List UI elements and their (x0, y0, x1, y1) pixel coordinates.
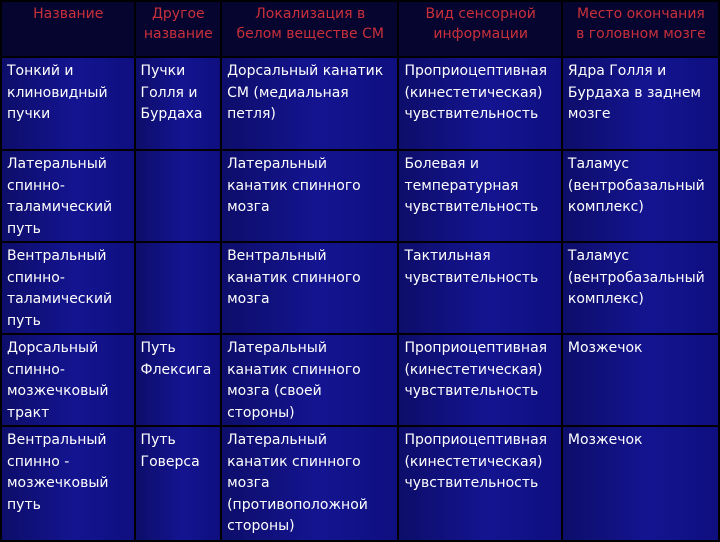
table-cell: Латеральный канатик спинного мозга (221, 150, 398, 242)
header-alt-name: Другое название (135, 1, 222, 57)
header-termination: Место окончания в головном мозге (562, 1, 719, 57)
table-row (1, 57, 719, 150)
table-cell: Таламус (вентробазальный комплекс) (562, 242, 719, 334)
table-cell: Таламус (вентробазальный комплекс) (562, 150, 719, 242)
table-cell: Путь Говерса (135, 426, 222, 541)
table-cell: Проприоцептивная (кинестетическая) чувствительность (398, 334, 561, 426)
table-cell: Вентральный спинно - мозжечковый путь (1, 426, 135, 541)
table-cell (135, 150, 222, 242)
table-cell: Вентральный канатик спинного мозга (221, 242, 398, 334)
table-cell: Путь Флексига (135, 334, 222, 426)
table-cell (135, 242, 222, 334)
table-cell: Болевая и температурная чувствительность (398, 150, 561, 242)
table-row (1, 150, 719, 242)
table-cell: Проприоцептивная (кинестетическая) чувствительность (398, 426, 561, 541)
table-cell: Дорсальный канатик СМ (медиальная петля) (221, 57, 398, 150)
table-cell: Ядра Голля и Бурдаха в заднем мозге (562, 57, 719, 150)
table-row (1, 426, 719, 541)
table-cell: Мозжечок (562, 334, 719, 426)
table-cell: Тактильная чувствительность (398, 242, 561, 334)
header-localization: Локализация в белом веществе СМ (221, 1, 398, 57)
table-cell: Мозжечок (562, 426, 719, 541)
table-cell: Латеральный канатик спинного мозга (противоположной стороны) (221, 426, 398, 541)
table-cell: Проприоцептивная (кинестетическая) чувствительность (398, 57, 561, 150)
table-row (1, 242, 719, 334)
table-cell: Пучки Голля и Бурдаха (135, 57, 222, 150)
header-sensory-type: Вид сенсорной информации (398, 1, 561, 57)
table-cell: Дорсальный спинно- мозжечковый тракт (1, 334, 135, 426)
table-cell: Тонкий и клиновидный пучки (1, 57, 135, 150)
table-cell: Латеральный спинно- таламический путь (1, 150, 135, 242)
table-cell: Вентральный спинно- таламический путь (1, 242, 135, 334)
header-row (1, 1, 719, 57)
table-cell: Латеральный канатик спинного мозга (своей стороны) (221, 334, 398, 426)
table-row (1, 334, 719, 426)
header-name: Название (1, 1, 135, 57)
